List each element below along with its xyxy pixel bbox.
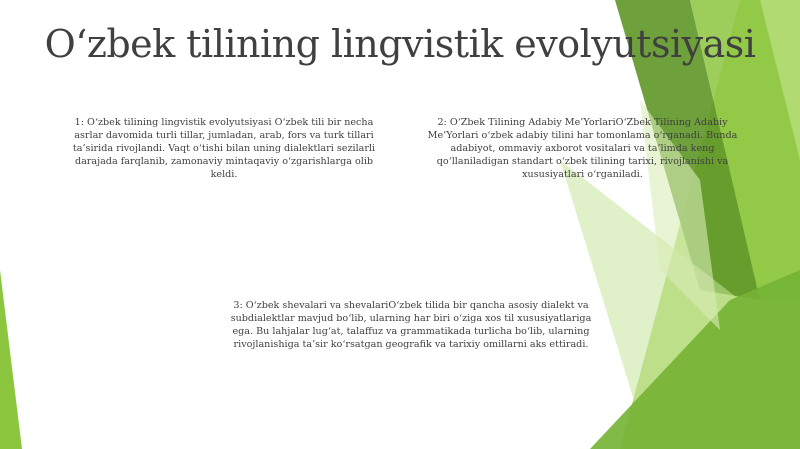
text-box-2: 2: O‘Zbek Tilining Adabiy Me’YorlariO‘Zbek Tilining Adabiy Me’Yorlari o‘zbek adabiy tilini har tomonlama o‘rganadi. Bunda adabiyot, ommaviy axborot vositalari va ta’limda keng qo‘llaniladigan standart o‘zbek tilining tarixi, rivojlanishi va xususiyatlari o‘rganiladi. [427,117,738,180]
text-box-3: 3: O‘zbek shevalari va shevalariO‘zbek tilida bir qancha asosiy dialekt va subdialektlar mavjud bo‘lib, ularning har biri o‘ziga xos til xususiyatlariga ega. Bu lahjalar lug‘at, talaffuz va grammatikada turlicha bo‘lib, ularning rivojlanishiga ta’sir ko‘rsatgan geografik va tarixiy omillarni aks ettiradi. [230,300,592,350]
slide-title: O‘zbek tilining lingvistik evolyutsiyasi [44,22,756,66]
text-box-1: 1: O‘zbek tilining lingvistik evolyutsiyasi O‘zbek tili bir necha asrlar davomida turli tillar, jumladan, arab, fors va turk tillari ta’sirida rivojlandi. Vaqt o‘tishi bilan uning dialektlari sezilarli darajada farqlanib, zamonaviy mintaqaviy o‘zgarishlarga olib keldi. [72,117,376,180]
left-accent-sliver [0,270,22,449]
